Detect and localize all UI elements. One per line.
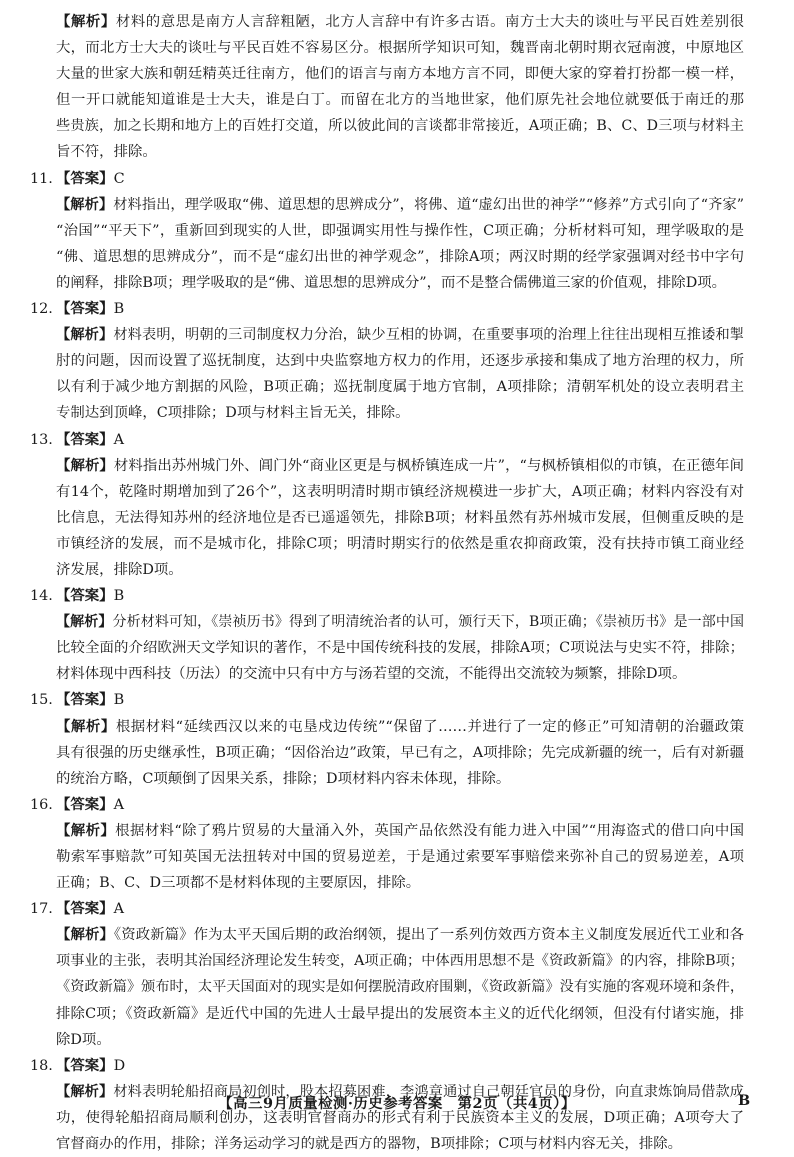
analysis-line bbox=[56, 400, 744, 426]
answer-choice: A bbox=[113, 901, 124, 918]
answer-tag: 【答案】 bbox=[56, 300, 114, 318]
answer-line bbox=[30, 296, 744, 322]
analysis-text: 比较全面的介绍欧洲天文学知识的著作，不是中国传统科技的发展，排除A项；C项说法与史实不符，排除； bbox=[56, 640, 744, 657]
question-number: 11. bbox=[30, 170, 53, 187]
analysis-line bbox=[56, 61, 744, 87]
answer-items bbox=[30, 166, 745, 1157]
analysis-line bbox=[56, 766, 744, 792]
analysis-text: 除D项。 bbox=[56, 1031, 111, 1048]
analysis-tag: 【解析】 bbox=[56, 926, 114, 944]
page-footer bbox=[0, 1092, 794, 1122]
answer-choice: A bbox=[113, 431, 124, 448]
analysis-text: 但一开口就能知道谁是士大夫，谁是白丁。而留在北方的当地世家，他们原先社会地位就要低于南迁的那 bbox=[56, 92, 744, 109]
analysis-text: 材料指出，理学吸取“佛、道思想的思辨成分”，将佛、道“虚幻出世的神学”“修养”方式引向了“齐家” bbox=[113, 196, 744, 213]
answer-item bbox=[30, 296, 744, 426]
analysis-text: 以有利于减少地方割据的风险，B项正确；巡抚制度属于地方官制，A项排除；清朝军机处的设立表明君主 bbox=[56, 379, 744, 396]
analysis-tag: 【解析】 bbox=[56, 821, 116, 839]
analysis-line bbox=[56, 1001, 744, 1027]
footer-title: 【高三9月质量检测·历史参考答案 第2页（共4页）】 bbox=[218, 1095, 576, 1112]
analysis-text: 材料指出苏州城门外、阊门外“商业区更是与枫桥镇连成一片”，“与枫桥镇相似的市镇，在正德年间 bbox=[113, 457, 744, 474]
analysis-text: 市镇经济的发展，而不是城市化，排除C项；明清时期实行的依然是重农抑商政策，没有扶持市镇工商业经 bbox=[56, 535, 744, 552]
analysis-text: 根据材料“延续西汉以来的屯垦戍边传统”“保留了……并进行了一定的修正”可知清朝的治疆政策 bbox=[115, 718, 744, 735]
analysis-tag: 【解析】 bbox=[56, 1083, 114, 1100]
analysis-tag: 【解析】 bbox=[56, 327, 114, 344]
analysis-text: 比信息，无法得知苏州的经济地位是否已遥遥领先，排除B项；材料虽然有苏州城市发展，但侧重反映的是 bbox=[56, 509, 744, 526]
analysis-line bbox=[56, 661, 744, 687]
analysis-text: 些贵族，加之长期和地方上的百姓打交道，所以彼此间的言谈都非常接近，A项正确；B、C、D三项与材料主 bbox=[56, 118, 744, 135]
analysis-paragraph bbox=[56, 192, 744, 296]
answer-choice: B bbox=[113, 588, 125, 605]
analysis-line bbox=[56, 505, 744, 531]
analysis-line bbox=[56, 244, 744, 270]
analysis-line bbox=[56, 948, 744, 974]
analysis-line bbox=[56, 844, 744, 870]
analysis-line bbox=[56, 531, 744, 557]
answer-item bbox=[30, 583, 744, 687]
analysis-line bbox=[56, 87, 744, 113]
analysis-text: 材料表明轮船招商局初创时，股本招募困难，李鸿章通过自己朝廷官员的身份，向直隶炼饷局借款成 bbox=[113, 1083, 744, 1100]
analysis-text: “治国”“平天下”，重新回到现实的人世，即强调实用性与操作性，C项正确；分析材料可知，理学吸取的是 bbox=[56, 222, 744, 239]
analysis-text: 正确；B、C、D三项都不是材料体现的主要原因，排除。 bbox=[56, 875, 421, 892]
analysis-line bbox=[56, 270, 744, 296]
analysis-line bbox=[56, 453, 744, 479]
analysis-text: 项事业的主张，表明其治国经济理论发生转变，A项正确；中体西用思想不是《资政新篇》的内容，排除B项； bbox=[56, 953, 744, 970]
analysis-line bbox=[56, 922, 744, 948]
analysis-line bbox=[56, 635, 744, 661]
answer-tag: 【答案】 bbox=[56, 1056, 114, 1074]
analysis-line bbox=[56, 1131, 744, 1157]
analysis-tag: 【解析】 bbox=[56, 456, 114, 474]
answer-tag: 【答案】 bbox=[56, 587, 114, 605]
analysis-tag: 【解析】 bbox=[56, 13, 116, 30]
analysis-line bbox=[56, 348, 744, 374]
answer-line bbox=[30, 427, 744, 453]
analysis-text: “佛、道思想的思辨成分”，而不是“虚幻出世的神学观念”，排除A项；两汉时期的经学家强调对经书中字句 bbox=[56, 248, 744, 265]
analysis-text: 《资政新篇》颁布时，太平天国面对的现实是如何摆脱清政府围剿，《资政新篇》没有实施的客观环境和条件， bbox=[56, 979, 745, 996]
analysis-line bbox=[56, 139, 744, 165]
analysis-line bbox=[56, 818, 744, 844]
question-number: 17. bbox=[30, 901, 53, 918]
analysis-line bbox=[56, 714, 744, 740]
answer-item bbox=[30, 792, 744, 896]
analysis-text: 材料表明，明朝的三司制度权力分治，缺少互相的协调，在重要事项的治理上往往出现相互推诿和掣 bbox=[113, 327, 744, 344]
answer-line bbox=[30, 896, 744, 922]
analysis-text: 功，使得轮船招商局顺利创办，这表明官督商办的形式有利于民族资本主义的发展，D项正确；A项夸大了 bbox=[56, 1109, 744, 1126]
analysis-line bbox=[56, 9, 744, 35]
question-number: 13. bbox=[30, 431, 53, 448]
analysis-paragraph bbox=[56, 609, 744, 687]
analysis-line bbox=[56, 870, 744, 896]
analysis-10-continued bbox=[56, 9, 744, 166]
answer-tag: 【答案】 bbox=[56, 169, 114, 187]
answer-line bbox=[30, 166, 744, 192]
analysis-text: 肘的问题，因而设置了巡抚制度，达到中央监察地方权力的作用，还逐步承接和集成了地方治理的权力，所 bbox=[56, 353, 744, 370]
analysis-text: 专制达到顶峰，C项排除；D项与材料主旨无关，排除。 bbox=[56, 405, 410, 422]
analysis-line bbox=[56, 557, 744, 583]
analysis-text: 具有很强的历史继承性，B项正确；“因俗治边”政策，早已有之，A项排除；先完成新疆的统一，后有对新疆 bbox=[56, 744, 744, 761]
analysis-text: 根据材料“除了鸦片贸易的大量涌入外，英国产品依然没有能力进入中国”“用海盗式的借口向中国 bbox=[115, 822, 744, 839]
analysis-line bbox=[56, 113, 744, 139]
answer-line bbox=[30, 687, 744, 713]
analysis-text: 大，而北方士大夫的谈吐与平民百姓不容易区分。根据所学知识可知，魏晋南北朝时期衣冠南渡，中原地区 bbox=[56, 40, 744, 57]
question-number: 16. bbox=[30, 796, 53, 813]
answer-line bbox=[30, 1053, 744, 1079]
analysis-text: 大量的世家大族和朝廷精英迁往南方，他们的语言与南方本地方言不同，即便大家的穿着打扮都一模一样， bbox=[56, 66, 744, 83]
analysis-line bbox=[56, 479, 744, 505]
question-number: 18. bbox=[30, 1057, 53, 1074]
analysis-text: 材料的意思是南方人言辞粗陋，北方人言辞中有许多古语。南方士大夫的谈吐与平民百姓差别很 bbox=[115, 14, 744, 30]
analysis-text: 旨不符，排除。 bbox=[56, 144, 157, 161]
analysis-line bbox=[56, 322, 744, 348]
analysis-text: 的阐释，排除B项；理学吸取的是“佛、道思想的思辨成分”，而不是整合儒佛道三家的价值观，排除D项。 bbox=[56, 274, 727, 291]
analysis-text: 的统治方略，C项颠倒了因果关系，排除；D项材料内容未体现，排除。 bbox=[56, 770, 511, 787]
answer-choice: B bbox=[113, 301, 125, 318]
answer-item bbox=[30, 687, 744, 791]
analysis-paragraph bbox=[56, 714, 744, 792]
analysis-paragraph bbox=[56, 322, 744, 426]
question-number: 14. bbox=[30, 588, 53, 605]
answer-tag: 【答案】 bbox=[56, 430, 114, 448]
analysis-tag: 【解析】 bbox=[56, 614, 113, 631]
answer-choice: B bbox=[113, 692, 125, 709]
analysis-line bbox=[56, 609, 744, 635]
analysis-line bbox=[56, 1027, 744, 1053]
question-number: 15. bbox=[30, 692, 53, 709]
answer-tag: 【答案】 bbox=[56, 691, 114, 709]
analysis-text: 排除C项；《资政新篇》是近代中国的先进人士最早提出的发展资本主义的近代化纲领，但没有付诸实施，排 bbox=[56, 1005, 744, 1022]
analysis-text: 材料体现中西科技（历法）的交流中只有中方与汤若望的交流，不能得出交流较为频繁，排除D项。 bbox=[56, 666, 687, 683]
analysis-text: 有14个，乾隆时期增加到了26个”，这表明明清时期市镇经济规模进一步扩大，A项正确；材料内容没有对 bbox=[56, 483, 744, 500]
analysis-line bbox=[56, 374, 744, 400]
question-number: 12. bbox=[30, 301, 53, 318]
analysis-text: 勒索军事赔款”可知英国无法扭转对中国的贸易逆差，于是通过索要军事赔偿来弥补自己的贸易逆差，A项 bbox=[56, 849, 744, 865]
analysis-line bbox=[56, 974, 744, 1000]
analysis-text: 《资政新篇》作为太平天国后期的政治纲领，提出了一系列仿效西方资本主义制度发展近代工业和各 bbox=[113, 927, 744, 944]
analysis-text: 官督商办的作用，排除；洋务运动学习的就是西方的器物，B项排除；C项与材料内容无关，排除。 bbox=[56, 1136, 682, 1153]
analysis-line bbox=[56, 218, 744, 244]
answer-item bbox=[30, 166, 744, 296]
answer-choice: A bbox=[113, 796, 124, 813]
analysis-text: 分析材料可知，《崇祯历书》得到了明清统治者的认可，颁行天下，B项正确；《崇祯历书》是一部中国 bbox=[112, 614, 744, 631]
analysis-line bbox=[56, 740, 744, 766]
analysis-line bbox=[56, 192, 744, 218]
answer-item bbox=[30, 896, 745, 1053]
analysis-tag: 【解析】 bbox=[56, 196, 114, 213]
analysis-paragraph bbox=[56, 818, 744, 896]
answer-choice: D bbox=[113, 1057, 126, 1074]
answer-item bbox=[30, 427, 744, 584]
paper-version-code: B bbox=[738, 1092, 751, 1109]
analysis-tag: 【解析】 bbox=[56, 717, 116, 735]
answer-content bbox=[30, 9, 745, 1157]
answer-line bbox=[30, 583, 744, 609]
analysis-text: 济发展，排除D项。 bbox=[56, 561, 183, 578]
answer-line bbox=[30, 792, 744, 818]
analysis-line bbox=[56, 35, 744, 61]
analysis-paragraph bbox=[56, 922, 744, 1052]
analysis-paragraph bbox=[56, 453, 744, 583]
answer-choice: C bbox=[113, 170, 125, 187]
answer-tag: 【答案】 bbox=[56, 795, 114, 813]
answer-tag: 【答案】 bbox=[56, 900, 114, 918]
